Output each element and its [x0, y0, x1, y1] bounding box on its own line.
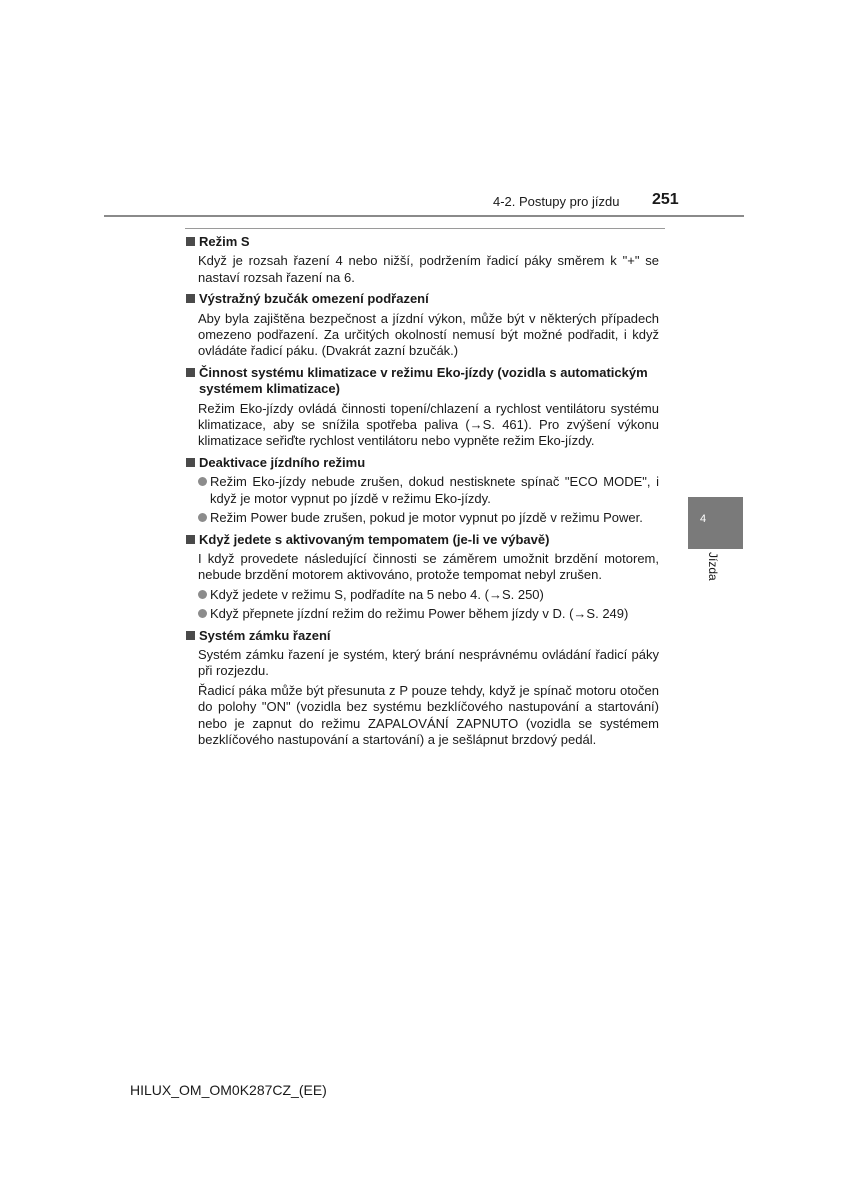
section-heading — [186, 455, 659, 471]
section-title: Systém zámku řazení — [199, 627, 331, 643]
list-item-text: Když přepnete jízdní režim do režimu Power během jízdy v D. (→S. 249) — [210, 606, 629, 622]
section-paragraph: I když provedete následující činnosti se záměrem umožnit brzdění motorem, nebude brzdění motorem aktivováno, protože tempomat nebyl zrušen. — [198, 550, 659, 583]
content-top-divider — [185, 228, 665, 229]
list-item-text: Když jedete v režimu S, podřadíte na 5 nebo 4. (→S. 250) — [210, 586, 544, 602]
chapter-number: 4 — [700, 513, 707, 525]
header-divider — [104, 215, 744, 217]
square-bullet-icon — [186, 368, 195, 377]
list-item-text: Režim Eko-jízdy nebude zrušen, dokud nestisknete spínač "ECO MODE", i když je motor vypnut po jízdě v režimu Eko-jízdy. — [210, 474, 659, 506]
section-downshift-buzzer — [186, 291, 659, 360]
section-title: Režim S — [199, 234, 250, 249]
section-paragraph: Když je rozsah řazení 4 nebo nižší, podržením řadicí páky směrem k "+" se nastaví rozsah řazení na 6. — [198, 253, 659, 285]
section-paragraph: Systém zámku řazení je systém, který brání nesprávnému ovládání řadicí páky při rozjezdu. — [198, 646, 659, 679]
section-drive-mode-deactivation — [186, 455, 659, 527]
section-shift-lock — [186, 628, 659, 749]
list-item-text: Režim Power bude zrušen, pokud je motor vypnut po jízdě v režimu Power. — [210, 510, 643, 526]
section-title: Činnost systému klimatizace v režimu Eko-jízdy (vozidla s automatickým systémem klimatizace) — [199, 364, 648, 397]
section-heading — [186, 365, 659, 398]
chapter-tab — [688, 497, 743, 549]
section-title: Když jedete s aktivovaným tempomatem (je-li ve výbavě) — [199, 531, 550, 547]
list-item — [198, 606, 659, 622]
running-header-section: 4-2. Postupy pro jízdu — [493, 194, 620, 209]
square-bullet-icon — [186, 631, 195, 640]
round-bullet-icon — [198, 609, 207, 618]
section-title: Výstražný bzučák omezení podřazení — [199, 291, 429, 307]
document-code: HILUX_OM_OM0K287CZ_(EE) — [130, 1082, 327, 1098]
section-heading — [186, 234, 659, 250]
list-item — [198, 510, 659, 526]
section-heading — [186, 291, 659, 307]
section-title: Deaktivace jízdního režimu — [199, 454, 366, 470]
square-bullet-icon — [186, 458, 195, 467]
square-bullet-icon — [186, 294, 195, 303]
round-bullet-icon — [198, 513, 207, 522]
chapter-title: Jízda — [706, 552, 720, 581]
section-heading — [186, 532, 659, 548]
section-rezim-s — [186, 234, 659, 286]
section-eco-climate — [186, 365, 659, 450]
section-paragraph: Režim Eko-jízdy ovládá činnosti topení/chlazení a rychlost ventilátoru systému klimatizace, aby se snížila spotřeba paliva (→S. 461). Pro zvýšení výkonu klimatizace seřiďte rychlost ventilátoru nebo vypněte režim Eko-jízdy. — [198, 400, 659, 449]
section-heading — [186, 628, 659, 644]
round-bullet-icon — [198, 590, 207, 599]
section-paragraph: Řadicí páka může být přesunuta z P pouze tehdy, když je spínač motoru otočen do polohy "ON" (vozidla bez systému bezklíčového nastupování a startování) nebo je zapnut do režimu ZAPALOVÁNÍ ZAPNUTO (vozidla se systémem bezklíčového nastupování a startování) a je sešlápnut brzdový pedál. — [198, 682, 659, 747]
list-item — [198, 587, 659, 603]
page-content — [186, 234, 659, 751]
square-bullet-icon — [186, 237, 195, 246]
section-cruise-control — [186, 532, 659, 623]
square-bullet-icon — [186, 535, 195, 544]
section-paragraph: Aby byla zajištěna bezpečnost a jízdní výkon, může být v některých případech omezeno podřazení. Za určitých okolností nemusí být možné podřadit, i když ovládáte řadicí páku. (Dvakrát zazní bzučák.) — [198, 310, 659, 359]
page-number: 251 — [652, 191, 679, 208]
list-item — [198, 474, 659, 507]
round-bullet-icon — [198, 477, 207, 486]
